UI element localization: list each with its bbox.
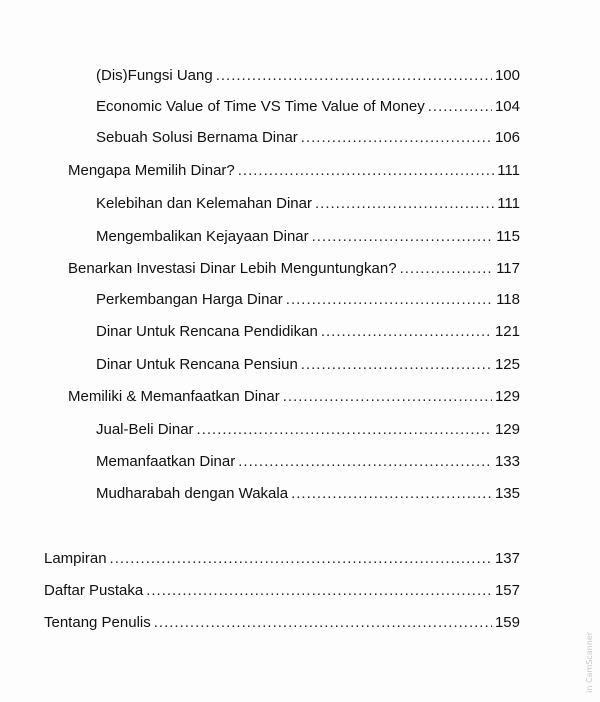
dot-leader [238, 162, 494, 180]
dot-leader [197, 421, 492, 439]
toc-entry-page: 157 [494, 582, 520, 599]
toc-entry [96, 98, 520, 116]
dot-leader [321, 323, 492, 341]
toc-entry-title: Memanfaatkan Dinar [96, 453, 236, 470]
toc-entry-title: Mengapa Memilih Dinar? [68, 162, 235, 179]
toc-entry-page: 106 [494, 129, 520, 146]
dot-leader [301, 129, 492, 147]
toc-entry-title: Jual-Beli Dinar [96, 421, 194, 438]
toc-entry-page: 129 [494, 388, 520, 405]
toc-entry [68, 162, 520, 180]
toc-entry-page: 111 [497, 195, 520, 212]
toc-entry-title: Dinar Untuk Rencana Pendidikan [96, 323, 318, 340]
toc-entry-page: 121 [494, 323, 520, 340]
toc-entry-title: Sebuah Solusi Bernama Dinar [96, 129, 298, 146]
toc-entry [96, 485, 520, 503]
toc-entry-title: (Dis)Fungsi Uang [96, 67, 213, 84]
toc-entry-page: 118 [496, 291, 520, 308]
toc-entry [68, 388, 520, 406]
toc-entry-page: 117 [496, 260, 520, 277]
toc-entry-title: Economic Value of Time VS Time Value of Money [96, 98, 425, 115]
toc-entry [96, 228, 520, 246]
toc-entry-page: 129 [494, 421, 520, 438]
toc-entry-title: Benarkan Investasi Dinar Lebih Menguntungkan? [68, 260, 397, 277]
dot-leader [154, 614, 492, 632]
toc-entry [96, 421, 520, 439]
toc-entry [44, 582, 520, 600]
dot-leader [400, 260, 494, 278]
dot-leader [146, 582, 492, 600]
toc-entry-title: Mudharabah dengan Wakala [96, 485, 289, 502]
toc-entry-page: 133 [494, 453, 520, 470]
toc-entry [44, 550, 520, 568]
dot-leader [291, 485, 492, 503]
dot-leader [428, 98, 492, 116]
toc-entry-page: 115 [496, 228, 520, 245]
toc-entry [96, 291, 520, 309]
dot-leader [301, 356, 492, 374]
toc-entry-page: 111 [497, 162, 520, 179]
toc-entry-title: Mengembalikan Kejayaan Dinar [96, 228, 309, 245]
toc-entry-title: Dinar Untuk Rencana Pensiun [96, 356, 298, 373]
dot-leader [110, 550, 492, 568]
toc-entry [96, 195, 520, 213]
toc-entry-page: 159 [494, 614, 520, 631]
toc-entry [96, 129, 520, 147]
toc-entry-page: 135 [494, 485, 520, 502]
dot-leader [238, 453, 492, 471]
toc-entry-title: Lampiran [44, 550, 107, 567]
toc-entry-title: Kelebihan dan Kelemahan Dinar [96, 195, 312, 212]
toc-entry-page: 100 [494, 67, 520, 84]
toc-entry [96, 356, 520, 374]
toc-entry-page: 125 [494, 356, 520, 373]
dot-leader [315, 195, 494, 213]
toc-entry-page: 137 [494, 550, 520, 567]
dot-leader [286, 291, 493, 309]
toc-entry [96, 323, 520, 341]
toc-entry-title: Daftar Pustaka [44, 582, 144, 599]
toc-entry [96, 67, 520, 85]
toc-entry [68, 260, 520, 278]
dot-leader [216, 67, 492, 85]
dot-leader [283, 388, 492, 406]
scanner-watermark: in CamScanner [585, 632, 594, 693]
toc-entry-title: Memiliki & Memanfaatkan Dinar [68, 388, 280, 405]
toc-entry [96, 453, 520, 471]
toc-entry-title: Perkembangan Harga Dinar [96, 291, 283, 308]
dot-leader [312, 228, 493, 246]
toc-entry-page: 104 [494, 98, 520, 115]
toc-entry-title: Tentang Penulis [44, 614, 151, 631]
toc-entry [44, 614, 520, 632]
